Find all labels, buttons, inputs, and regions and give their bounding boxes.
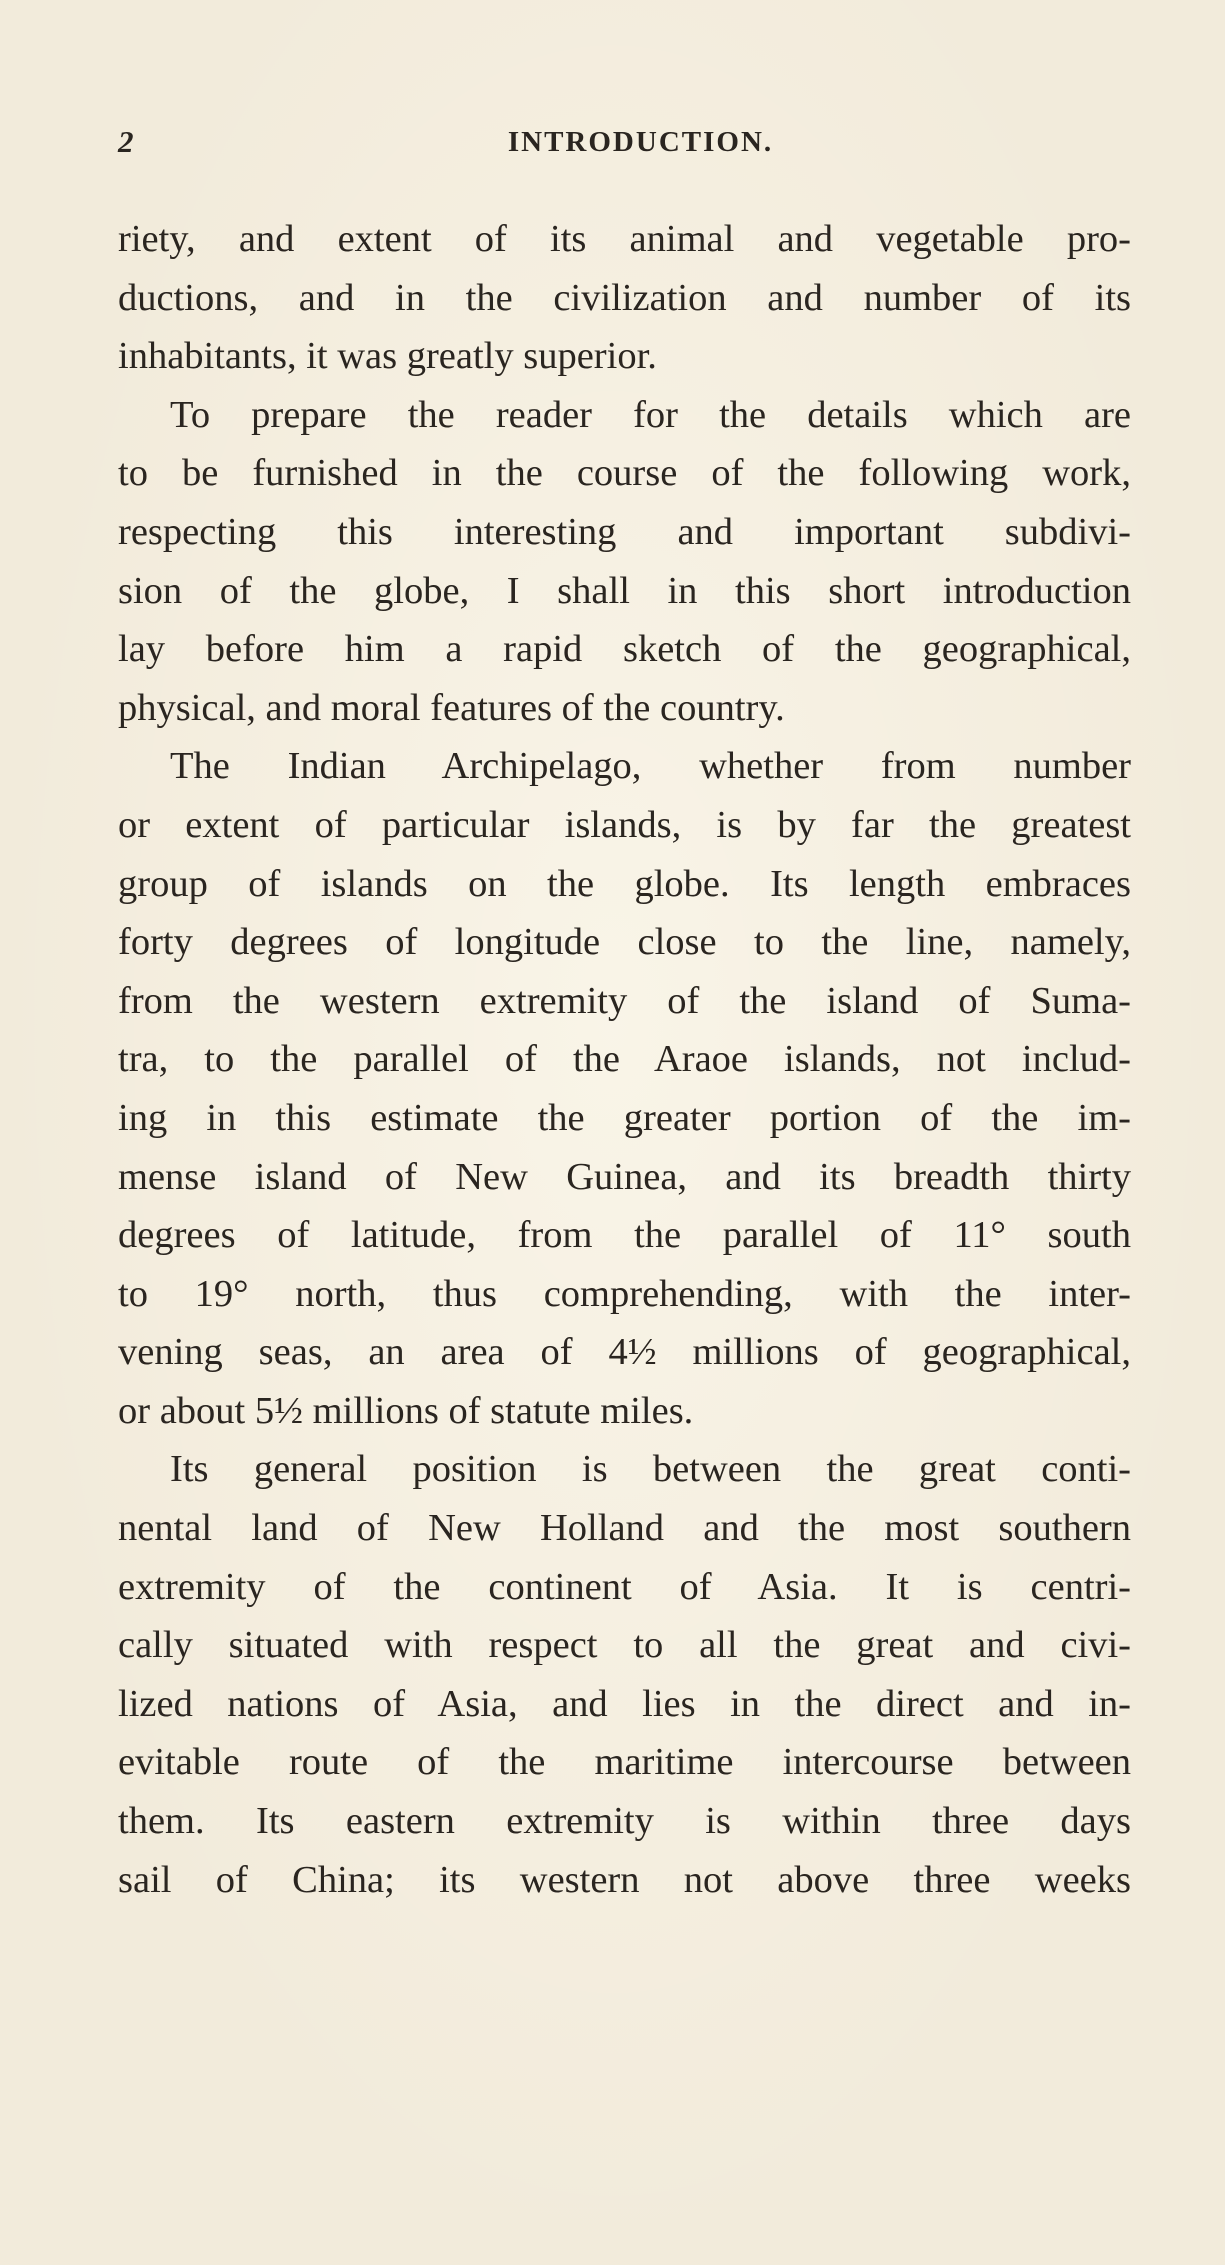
text-line: tra, to the parallel of the Araoe islands, not includ- bbox=[118, 1038, 1131, 1081]
text-line: ing in this estimate the greater portion of the im- bbox=[118, 1096, 1131, 1139]
running-title: INTRODUCTION. bbox=[507, 126, 774, 158]
text-line: to 19° north, thus comprehending, with the inter- bbox=[118, 1272, 1131, 1315]
paragraph-first-line: Its general position is between the great conti- bbox=[170, 1448, 1131, 1491]
text-line: from the western extremity of the island of Suma- bbox=[118, 979, 1131, 1022]
running-head bbox=[118, 124, 1123, 168]
text-line: physical, and moral features of the country. bbox=[118, 686, 785, 729]
text-line: group of islands on the globe. Its length embraces bbox=[118, 862, 1131, 905]
text-line: ductions, and in the civilization and number of its bbox=[118, 276, 1131, 319]
text-line: inhabitants, it was greatly superior. bbox=[118, 335, 657, 378]
text-line: extremity of the continent of Asia. It is centri- bbox=[118, 1565, 1131, 1608]
body-text bbox=[118, 210, 1131, 1909]
text-line: lay before him a rapid sketch of the geographical, bbox=[118, 628, 1131, 671]
text-line: mense island of New Guinea, and its breadth thirty bbox=[118, 1155, 1131, 1198]
text-line: sail of China; its western not above three weeks bbox=[118, 1858, 1131, 1901]
text-line: them. Its eastern extremity is within three days bbox=[118, 1800, 1131, 1843]
paragraph-first-line: To prepare the reader for the details which are bbox=[170, 393, 1131, 436]
text-line: evitable route of the maritime intercourse between bbox=[118, 1741, 1131, 1784]
text-line: or extent of particular islands, is by far the greatest bbox=[118, 803, 1131, 846]
text-line: or about 5½ millions of statute miles. bbox=[118, 1389, 694, 1432]
text-line: nental land of New Holland and the most southern bbox=[118, 1507, 1131, 1550]
text-line: lized nations of Asia, and lies in the direct and in- bbox=[118, 1682, 1131, 1725]
text-line: degrees of latitude, from the parallel of 11° south bbox=[118, 1214, 1131, 1257]
text-line: cally situated with respect to all the great and civi- bbox=[118, 1624, 1131, 1667]
text-line: vening seas, an area of 4½ millions of geographical, bbox=[118, 1331, 1131, 1374]
paragraph-first-line: The Indian Archipelago, whether from number bbox=[170, 745, 1131, 788]
text-line: riety, and extent of its animal and vegetable pro- bbox=[118, 218, 1131, 260]
text-line: sion of the globe, I shall in this short introduction bbox=[118, 569, 1131, 612]
text-line: to be furnished in the course of the following work, bbox=[118, 452, 1131, 495]
text-line: respecting this interesting and important subdivi- bbox=[118, 510, 1131, 553]
text-line: forty degrees of longitude close to the line, namely, bbox=[118, 921, 1131, 964]
page-number: 2 bbox=[118, 124, 134, 159]
